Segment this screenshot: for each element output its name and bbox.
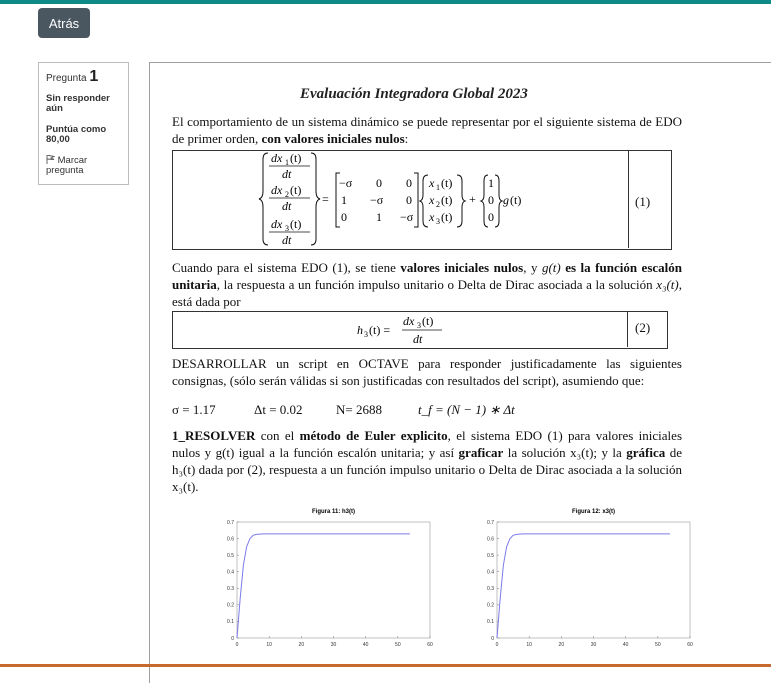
y-tick-label: 0.3: [487, 586, 494, 593]
question-number: [46, 68, 98, 86]
svg-text:2: 2: [436, 200, 440, 209]
response-paragraph: Cuando para el sistema EDO (1), se tiene valores iniciales nulos, y g(t) es la función escalón unitaria, la respuesta a un función impulso unitario o Delta de Dirac asociada a la solución x₃(t), está dada por: [172, 260, 682, 309]
x-tick-label: 60: [687, 642, 693, 648]
svg-text:1: 1: [436, 183, 440, 192]
svg-text:1: 1: [488, 176, 494, 190]
svg-text:g: g: [503, 193, 509, 207]
svg-text:0: 0: [406, 176, 412, 190]
svg-text:dx: dx: [271, 151, 283, 165]
svg-text:0: 0: [376, 176, 382, 190]
svg-text:dx: dx: [271, 217, 283, 231]
svg-text:0: 0: [488, 210, 494, 224]
y-tick-label: 0.1: [227, 619, 234, 626]
svg-text:(t): (t): [290, 183, 302, 197]
svg-text:0: 0: [341, 210, 347, 224]
svg-text:1: 1: [376, 210, 382, 224]
y-tick-label: 0.2: [487, 602, 494, 609]
x-tick-label: 20: [558, 642, 565, 648]
svg-text:(t) =: (t) =: [369, 323, 391, 337]
svg-text:1: 1: [341, 193, 347, 207]
x-tick-label: 50: [655, 642, 661, 648]
question-score: Puntúa como 80,00: [46, 124, 107, 145]
x-tick-label: 10: [266, 642, 272, 648]
x-tick-label: 40: [362, 642, 369, 648]
question-info-block: [38, 62, 129, 185]
back-button[interactable]: Atrás: [38, 8, 90, 38]
svg-text:−σ: −σ: [339, 176, 353, 190]
x-tick-label: 10: [526, 642, 532, 648]
x-tick-label: 0: [495, 642, 499, 648]
y-tick-label: 0.6: [227, 536, 234, 543]
svg-text:+: +: [469, 192, 476, 206]
plot-area: [237, 522, 430, 638]
y-tick-label: 0.2: [227, 602, 234, 609]
svg-text:(t): (t): [510, 193, 522, 207]
svg-text:2: 2: [285, 190, 289, 199]
svg-text:(t): (t): [441, 193, 453, 207]
x-tick-label: 40: [622, 642, 629, 648]
question-status: Sin responder aún: [46, 93, 110, 114]
y-tick-label: 0.5: [227, 552, 234, 559]
y-tick-label: 0.4: [227, 569, 234, 576]
x-tick-label: 0: [235, 642, 239, 648]
svg-text:dt: dt: [413, 332, 423, 346]
figure-11-chart: [215, 506, 435, 656]
plot-area: [497, 522, 690, 638]
equation-2-number: (2): [635, 320, 651, 335]
svg-text:−σ: −σ: [370, 193, 384, 207]
y-tick-label: 0.3: [227, 586, 234, 593]
svg-text:(t): (t): [422, 314, 434, 328]
y-tick-label: 0.7: [227, 519, 234, 526]
x-tick-label: 30: [590, 642, 597, 648]
svg-text:0: 0: [488, 193, 494, 207]
task-paragraph: 1_RESOLVER con el método de Euler explicito, el sistema EDO (1) para valores iniciales nulos y g(t) igual a la función escalón unitaria; y así graficar la solución x₃(t); y la gráfica de h₃(t) dada por (2), respuesta a un función impulso unitario o Delta de Dirac asociada a la solución x₃(t).: [172, 428, 682, 494]
flag-question-label: Marcar pregunta: [46, 155, 88, 176]
svg-text:dt: dt: [282, 233, 292, 247]
svg-text:(t): (t): [441, 210, 453, 224]
y-tick-label: 0.6: [487, 536, 494, 543]
x-tick-label: 20: [298, 642, 305, 648]
instructions-paragraph: DESARROLLAR un script en OCTAVE para responder justificadamente las siguientes consignas, (sólo serán válidas si son justificadas con resultados del script), asumiendo que:: [172, 356, 682, 388]
flag-question-link[interactable]: [46, 155, 124, 176]
svg-text:(t): (t): [290, 217, 302, 231]
svg-text:x: x: [429, 210, 435, 224]
equation-2-divider: [627, 311, 628, 347]
figure-12-chart: [475, 506, 695, 656]
chart-title: Figura 11: h3(t): [311, 509, 356, 515]
svg-text:3: 3: [285, 224, 289, 233]
svg-text:dx: dx: [271, 183, 283, 197]
svg-text:(t): (t): [290, 151, 302, 165]
svg-text:dt: dt: [282, 167, 292, 181]
param-sigma: σ = 1.17: [172, 402, 216, 417]
svg-text:1: 1: [285, 158, 289, 167]
y-tick-label: 0: [231, 635, 234, 642]
svg-text:dt: dt: [282, 199, 292, 213]
flag-icon: [46, 155, 55, 164]
param-dt: Δt = 0.02: [254, 402, 303, 417]
x-tick-label: 30: [330, 642, 337, 648]
svg-text:0: 0: [406, 193, 412, 207]
svg-text:=: =: [322, 192, 329, 206]
y-tick-label: 0.5: [487, 552, 494, 559]
svg-text:3: 3: [436, 217, 440, 226]
svg-text:x: x: [429, 193, 435, 207]
equation-1: [258, 149, 588, 249]
svg-text:(t): (t): [441, 176, 453, 190]
x-tick-label: 50: [395, 642, 401, 648]
exam-title: Evaluación Integradora Global 2023: [300, 86, 528, 102]
svg-text:−σ: −σ: [400, 210, 414, 224]
intro-paragraph: El comportamiento de un sistema dinámico se puede representar por el siguiente sistema de EDO de primer orden, con valores iniciales nulos:: [172, 114, 682, 146]
equation-1-number: (1): [635, 194, 651, 209]
y-tick-label: 0.1: [487, 619, 494, 626]
svg-text:dx: dx: [403, 314, 415, 328]
svg-text:3: 3: [364, 330, 368, 339]
question-label: Pregunta: [46, 73, 87, 84]
chart-title: Figura 12: x3(t): [571, 509, 616, 515]
param-n: N= 2688: [336, 402, 382, 417]
question-number-value: 1: [89, 68, 99, 85]
y-tick-label: 0: [491, 635, 494, 642]
svg-text:h: h: [357, 323, 363, 337]
equation-1-divider: [628, 150, 629, 248]
param-tf: t_f = (N − 1) ∗ Δt: [418, 402, 515, 417]
svg-text:x: x: [429, 176, 435, 190]
svg-text:3: 3: [417, 321, 421, 330]
y-tick-label: 0.7: [487, 519, 494, 526]
top-accent-bar: [0, 0, 771, 4]
x-tick-label: 60: [427, 642, 433, 648]
y-tick-label: 0.4: [487, 569, 494, 576]
equation-2: [355, 312, 455, 348]
